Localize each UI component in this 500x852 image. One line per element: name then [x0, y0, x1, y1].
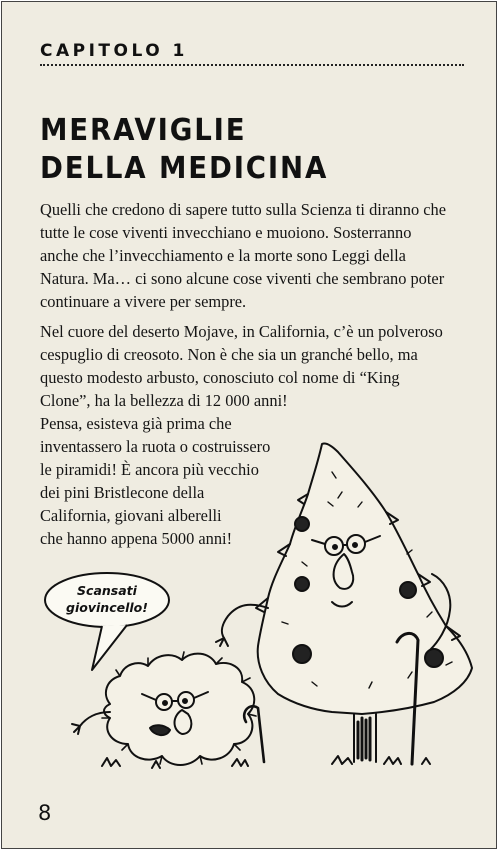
paragraph-line: questo modesto arbusto, conosciuto col nome di “King: [40, 368, 400, 387]
creosote-bush-character: [72, 652, 264, 768]
speech-bubble: [45, 573, 169, 670]
chapter-dotted-rule: [40, 64, 464, 66]
cartoon-illustration: [32, 432, 482, 792]
paragraph-line: California, giovani alberelli: [40, 506, 222, 525]
paragraph-line: Quelli che credono di sapere tutto sulla Scienza ti diranno che: [40, 200, 446, 219]
paragraph-line: anche che l’invecchiamento e la morte sono Leggi della: [40, 246, 406, 265]
paragraph-line: tutte le cose viventi invecchiano e muoiono. Sosterranno: [40, 223, 412, 242]
paragraph-line: Nel cuore del deserto Mojave, in California, c’è un polveroso: [40, 322, 443, 341]
chapter-label: CAPITOLO 1: [40, 41, 188, 61]
paragraph-1: [40, 198, 480, 313]
paragraph-line: le piramidi! È ancora più vecchio: [40, 460, 259, 479]
page-number: 8: [38, 801, 52, 825]
paragraph-line: inventassero la ruota o costruissero: [40, 437, 271, 456]
speech-bubble-line-1: Scansati: [77, 583, 137, 598]
book-page: [1, 1, 497, 849]
chapter-title-line-1: MERAVIGLIE: [40, 113, 247, 148]
speech-bubble-line-2: giovincello!: [66, 600, 148, 615]
paragraph-line: Pensa, esisteva già prima che: [40, 414, 232, 433]
chapter-title: [40, 112, 328, 188]
paragraph-line: che hanno appena 5000 anni!: [40, 529, 233, 548]
paragraph-line: Clone”, ha la bellezza di 12 000 anni!: [40, 391, 288, 410]
paragraph-line: Natura. Ma… ci sono alcune cose viventi che sembrano poter: [40, 269, 445, 288]
paragraph-line: dei pini Bristlecone della: [40, 483, 205, 502]
chapter-title-line-2: DELLA MEDICINA: [40, 151, 329, 186]
paragraph-line: cespuglio di creosoto. Non è che sia un granché bello, ma: [40, 345, 418, 364]
paragraph-line: continuare a vivere per sempre.: [40, 292, 247, 311]
